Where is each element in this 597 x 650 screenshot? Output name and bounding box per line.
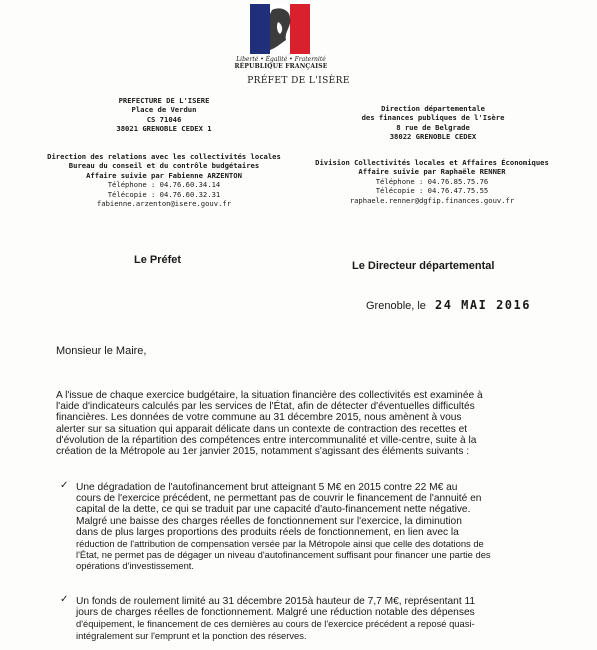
text-line: jours de charges réelles de fonctionnement. Malgré une réduction notable des dépenses	[76, 607, 475, 619]
checkmark-icon: ✓	[60, 480, 69, 491]
marianne-logo	[250, 4, 310, 54]
contact-line: Affaire suivie par Raphaële RENNER	[358, 167, 506, 177]
phone-line: Téléphone : 04.76.85.75.76	[375, 176, 489, 186]
text-line: l'aide d'indicateurs calculés par les services de l'État, afin de détecter d'éventuelles difficultés	[56, 401, 475, 413]
date-prefix: Grenoble, le	[366, 300, 426, 312]
text-line: Un fonds de roulement limité au 31 décembre 2015à hauteur de 7,7 M€, représentant 11	[76, 596, 476, 607]
right-contact-block	[312, 158, 552, 205]
address-line: 38021 GRENOBLE CEDEX 1	[116, 124, 212, 134]
salutation: Monsieur le Maire,	[56, 345, 147, 357]
republic-name: RÉPUBLIQUE FRANÇAISE	[234, 63, 328, 70]
email-link[interactable]: raphaele.renner@dgfip.finances.gouv.fr	[349, 195, 515, 205]
text-line: création de la Métropole au 1er janvier 2015, notamment s'agissant des éléments suivants :	[56, 446, 470, 458]
address-line: 38022 GRENOBLE CEDEX	[389, 132, 477, 142]
date-stamp: 24 MAI 2016	[435, 298, 531, 312]
right-address-block	[328, 104, 538, 142]
bullet-autofinancement	[76, 482, 540, 572]
contact-line: Direction des relations avec les collectivités locales	[47, 152, 281, 161]
text-line: alerter sur sa situation qui apparait délicate dans un contexte de contraction des recettes et	[56, 423, 468, 435]
phone-line: Téléphone : 04.76.60.34.14	[107, 180, 221, 190]
address-line: Direction départementale	[381, 104, 485, 113]
address-line: CS 71046	[146, 114, 182, 124]
text-line: capital de la dette, ce qui se traduit par une capacité d'auto-financement nette négative.	[76, 504, 471, 516]
text-line: A l'issue de chaque exercice budgétaire, la situation financière des collectivités est examinée à	[56, 390, 483, 401]
text-line: intégralement sur l'emprunt et la ponction des réserves.	[76, 629, 307, 641]
text-line: Malgré une baisse des charges réelles de fonctionnement sur l'exercice, la diminution	[76, 515, 462, 527]
bullet-fonds-de-roulement	[76, 596, 540, 641]
intro-paragraph	[56, 390, 540, 457]
address-line: Place de Verdun	[131, 105, 197, 115]
left-contact-block	[44, 152, 284, 208]
contact-line: Division Collectivités locales et Affaires Économiques	[315, 158, 549, 167]
text-line: l'État, ne permet pas de dégager un niveau d'autofinancement suffisant pour financer une partie des	[76, 549, 491, 561]
checkmark-icon: ✓	[60, 594, 69, 605]
text-line: réduction de l'attribution de compensation versée par la Métropole ainsi que celle des dotations de	[76, 538, 484, 550]
text-line: financières. Les données de votre commune au 31 décembre 2015, nous amènent à vous	[56, 412, 462, 424]
signatory-director: Le Directeur départemental	[352, 260, 495, 272]
text-line: opérations d'investissement.	[76, 560, 194, 572]
text-line: d'évolution de la répartition des compétences entre intercommunalité et ville-centre, suite à la	[56, 434, 477, 446]
address-line: 8 rue de Belgrade	[396, 122, 470, 132]
text-line: d'équipement, le financement de ces dernières au cours de l'exercice précédent a reposé quasi-	[76, 618, 475, 630]
fax-line: Télécopie : 04.76.60.32.31	[107, 189, 221, 199]
address-line: PREFECTURE DE L'ISERE	[118, 96, 210, 105]
text-line: Une dégradation de l'autofinancement brut atteignant 5 M€ en 2015 contre 22 M€ au	[76, 482, 458, 493]
republic-motto: Liberté • Égalité • Fraternité	[236, 56, 326, 63]
address-line: des finances publiques de l'Isère	[361, 113, 505, 123]
contact-line: Affaire suivie par Fabienne ARZENTON	[86, 170, 242, 180]
text-line: cours de l'exercice précédent, ne permettant pas de couvrir le financement de l'annuité en	[76, 493, 482, 505]
emblem-caption	[228, 56, 334, 70]
text-line: dans de plus larges proportions des produits réels de fonctionnement, en lien avec la	[76, 526, 459, 538]
signatory-prefect: Le Préfet	[134, 254, 182, 266]
left-address-block	[64, 96, 264, 134]
date-line	[366, 298, 531, 312]
prefect-title: PRÉFET DE L'ISÈRE	[247, 76, 350, 86]
fax-line: Télécopie : 04.76.47.75.55	[375, 186, 489, 196]
contact-line: Bureau du conseil et du contrôle budgétaires	[68, 161, 260, 171]
email-link[interactable]: fabienne.arzenton@isere.gouv.fr	[96, 199, 232, 209]
